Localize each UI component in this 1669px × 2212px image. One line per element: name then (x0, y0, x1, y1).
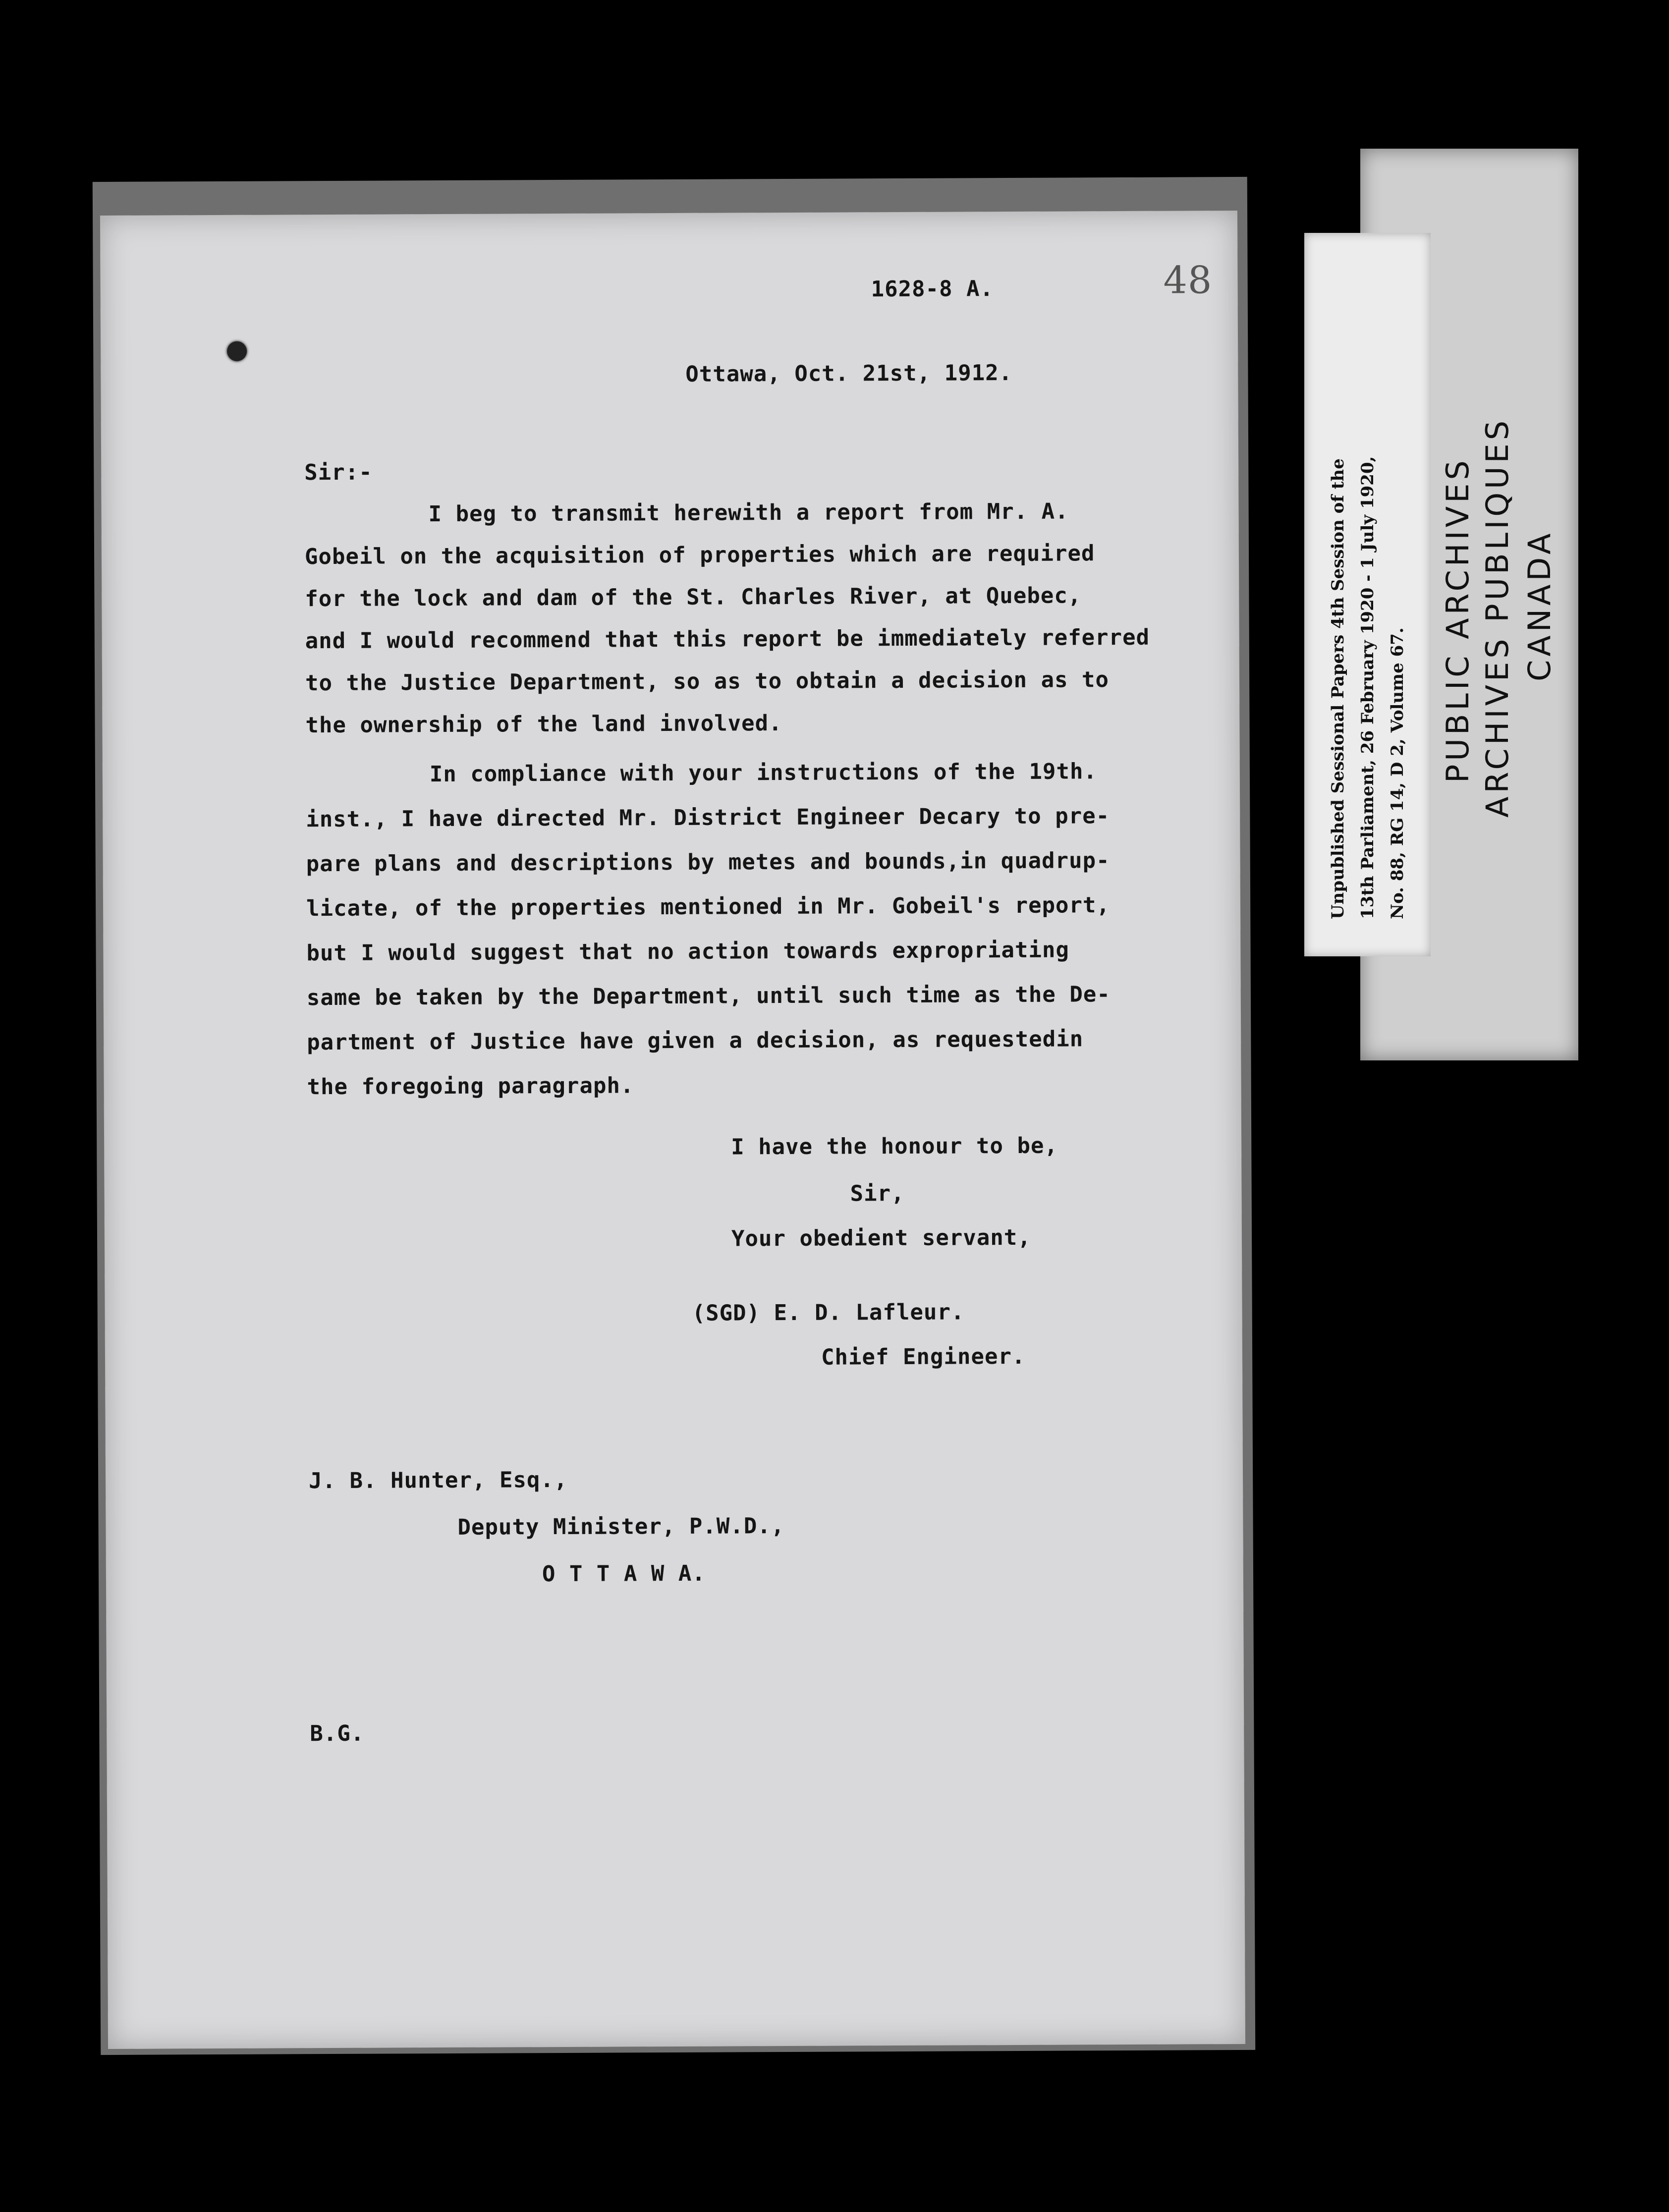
body-line: the foregoing paragraph. (307, 1073, 634, 1100)
signature-title: Chief Engineer. (821, 1343, 1026, 1370)
punch-hole (227, 341, 247, 361)
closing-line: Sir, (850, 1180, 905, 1207)
body-line: Gobeil on the acquisition of properties which are required (304, 541, 1095, 570)
addressee-line: J. B. Hunter, Esq., (308, 1467, 568, 1494)
archive-stamp-line: ARCHIVES PUBLIQUES (1479, 417, 1515, 818)
place-date: Ottawa, Oct. 21st, 1912. (685, 360, 1013, 387)
body-line: In compliance with your instructions of the 19th. (429, 759, 1097, 787)
file-number: 1628-8 A. (871, 276, 994, 302)
body-line: pare plans and descriptions by metes and bounds,in quadrup- (306, 848, 1110, 877)
body-line: to the Justice Department, so as to obtain a decision as to (305, 667, 1110, 696)
body-line: licate, of the properties mentioned in Mr. Gobeil's report, (306, 892, 1111, 922)
addressee-line: Deputy Minister, P.W.D., (457, 1513, 785, 1540)
body-line: the ownership of the land involved. (305, 711, 782, 738)
typist-initials: B.G. (310, 1720, 365, 1747)
letter-page (100, 211, 1245, 2049)
body-line: but I would suggest that no action towards expropriating (306, 937, 1069, 966)
salutation: Sir:- (304, 459, 373, 486)
archive-card-line: Unpublished Sessional Papers 4th Session of the (1328, 458, 1348, 919)
body-line: same be taken by the Department, until such time as the De- (306, 982, 1111, 1011)
archive-card-line: No. 88, RG 14, D 2, Volume 67. (1388, 627, 1407, 919)
body-line: for the lock and dam of the St. Charles River, at Quebec, (305, 583, 1082, 612)
body-line: and I would recommend that this report be immediately referred (305, 624, 1150, 654)
body-line: partment of Justice have given a decision, as requestedin (307, 1026, 1084, 1055)
closing-line: Your obedient servant, (731, 1224, 1031, 1252)
archive-stamp-line: CANADA (1521, 530, 1558, 681)
signature: (SGD) E. D. Lafleur. (692, 1299, 965, 1326)
closing-line: I have the honour to be, (731, 1133, 1058, 1160)
body-line: inst., I have directed Mr. District Engineer Decary to pre- (306, 803, 1110, 832)
page-number: 48 (1163, 258, 1213, 302)
addressee-line: O T T A W A. (542, 1560, 706, 1587)
body-line: I beg to transmit herewith a report from Mr. A. (428, 498, 1069, 527)
archive-stamp-line: PUBLIC ARCHIVES (1440, 457, 1476, 783)
archive-card-line: 13th Parliament, 26 February 1920 - 1 July 1920, (1358, 456, 1378, 919)
